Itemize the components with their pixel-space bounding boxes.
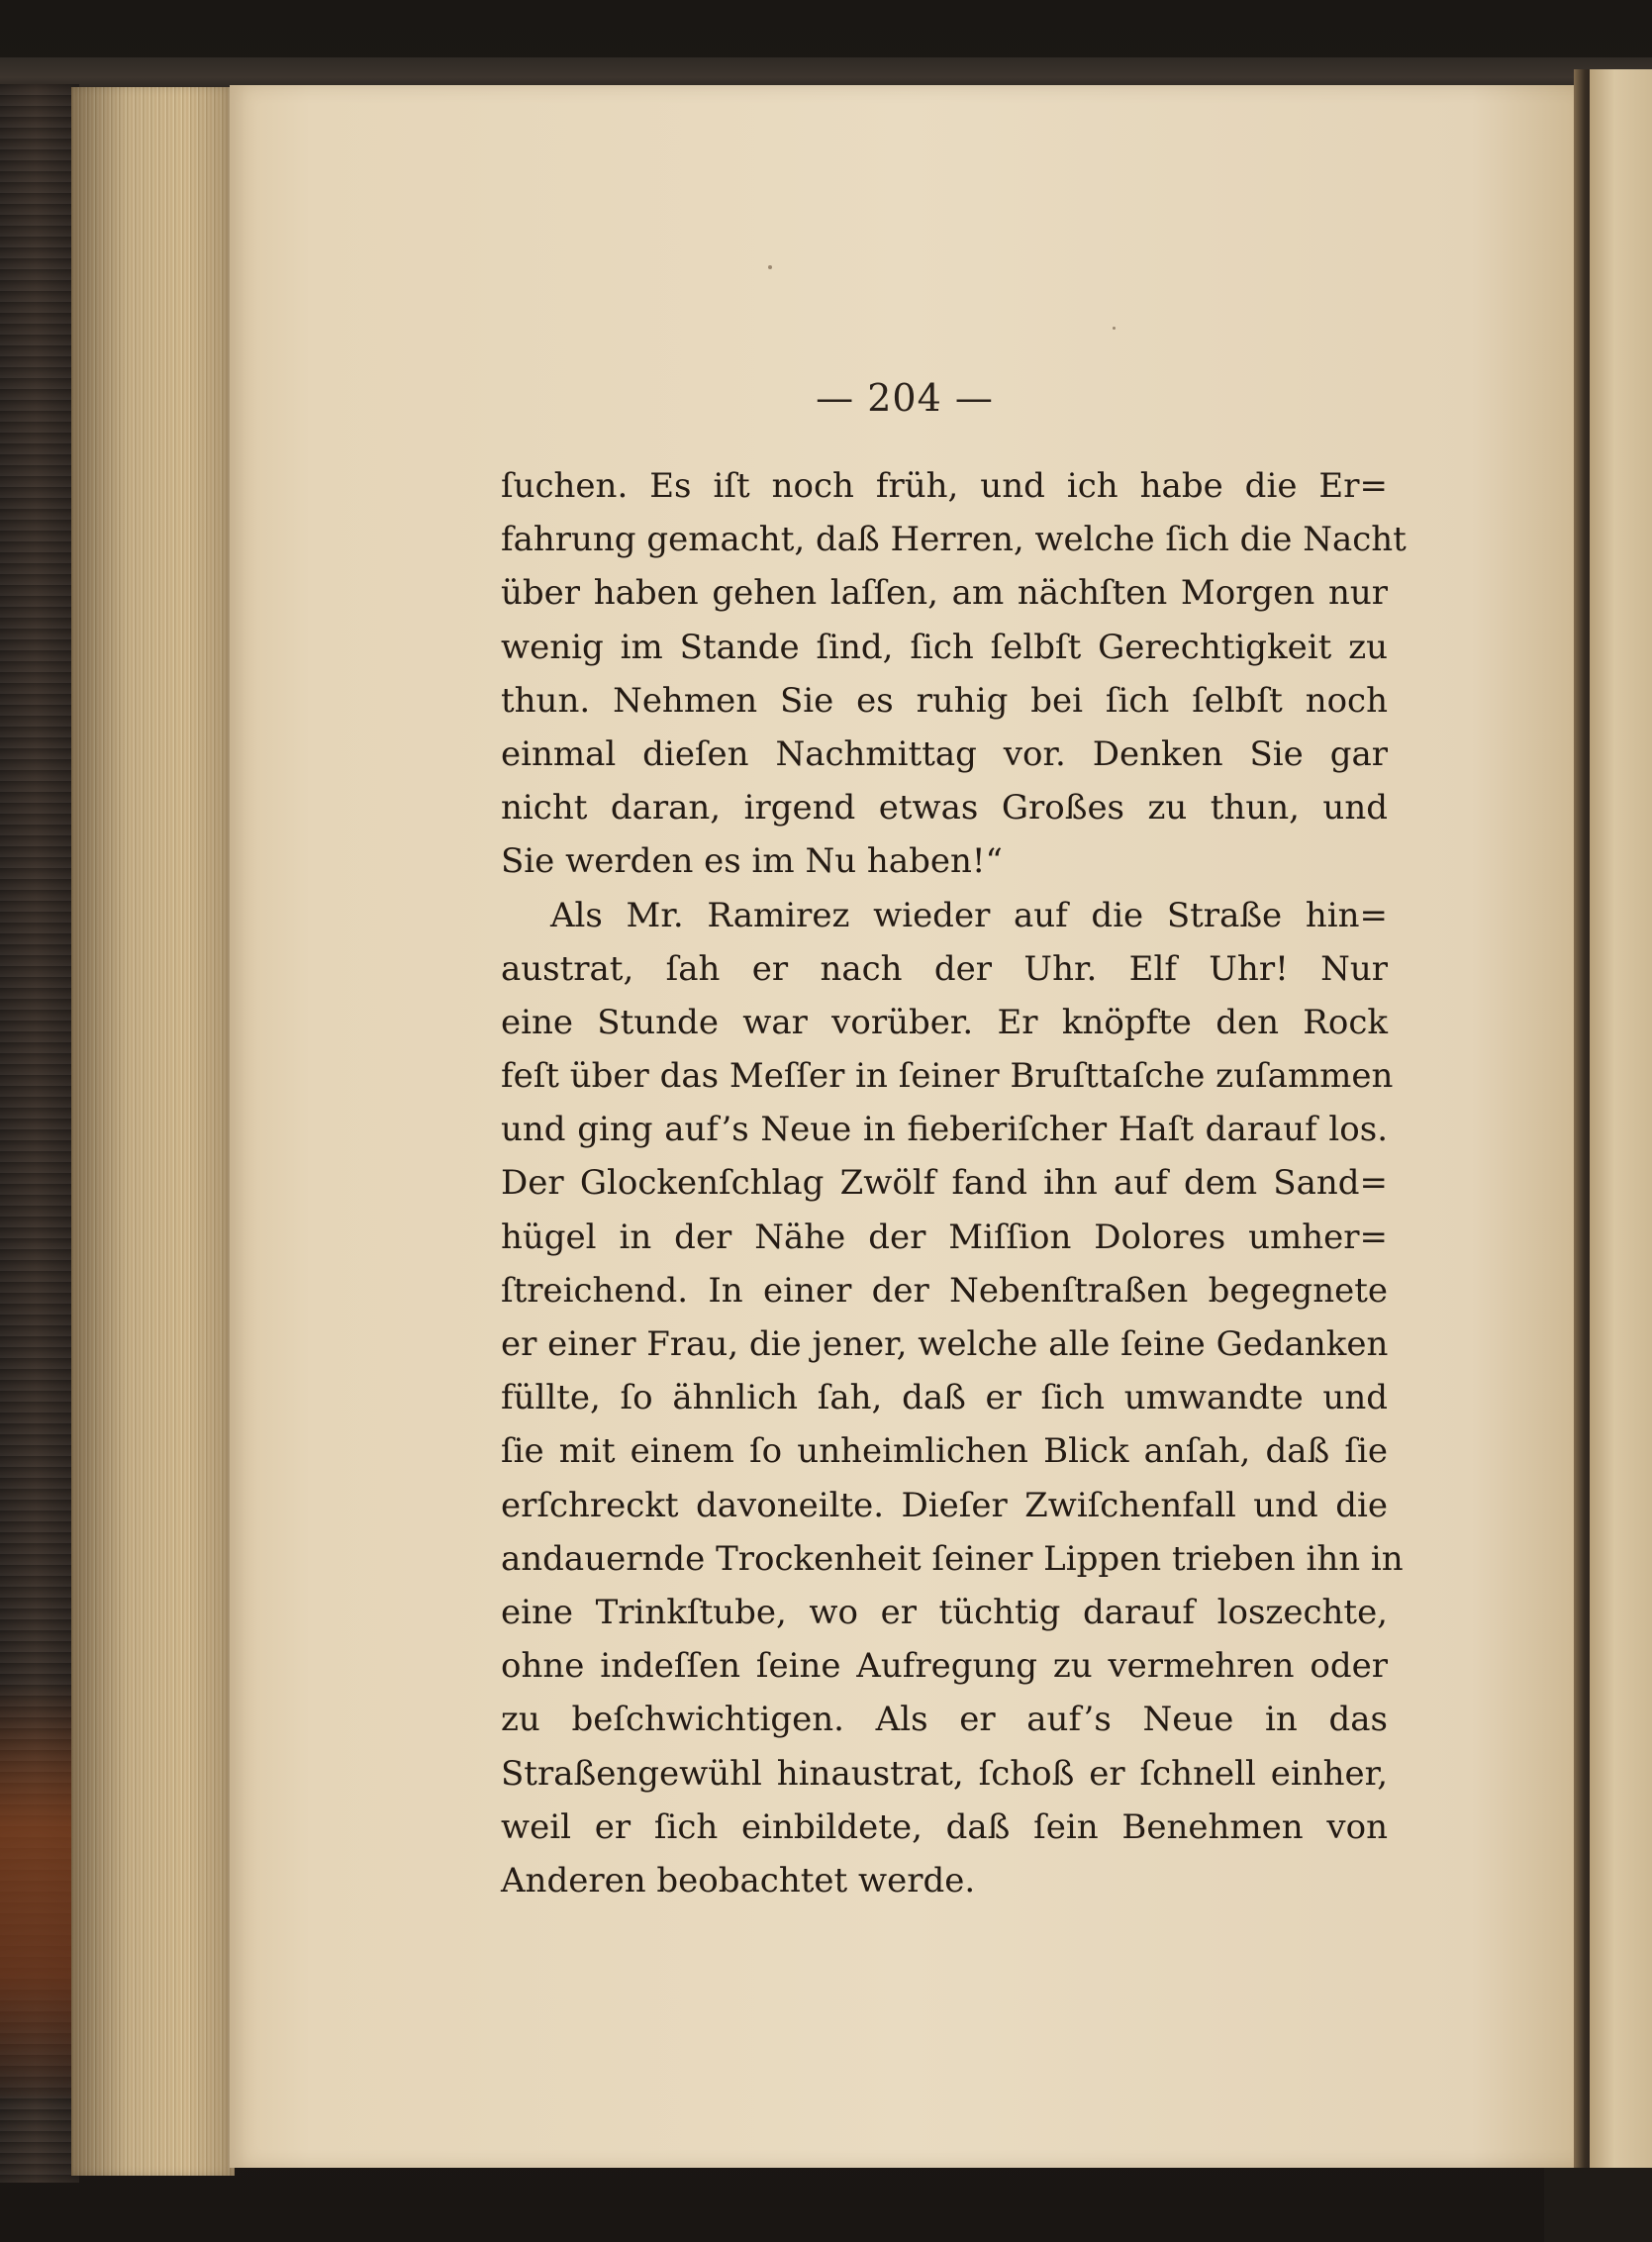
text-line: weil er ſich einbildete, daß ſein Benehmen von bbox=[501, 1806, 1388, 1847]
text-line: feſt über das Meſſer in ſeiner Bruſttaſche zuſammen bbox=[501, 1056, 1394, 1097]
text-line: einmal dieſen Nachmittag vor. Denken Sie gar bbox=[501, 733, 1388, 774]
text-line: und ging auf’s Neue in fieberiſcher Haſt darauf los. bbox=[501, 1110, 1388, 1150]
text-line: Straßengewühl hinaustrat, ſchoß er ſchnell einher, bbox=[501, 1753, 1388, 1794]
text-line: zu beſchwichtigen. Als er auf’s Neue in das bbox=[501, 1700, 1388, 1740]
facing-page-edge bbox=[1590, 69, 1652, 2197]
paper-speck bbox=[768, 265, 772, 269]
paragraph-start-line: Als Mr. Ramirez wieder auf die Straße hin= bbox=[550, 895, 1388, 935]
text-line: thun. Nehmen Sie es ruhig bei ſich ſelbſt noch bbox=[501, 680, 1388, 721]
text-line: Der Glockenſchlag Zwölf fand ihn auf dem Sand= bbox=[501, 1163, 1388, 1204]
text-line: hügel in der Nähe der Miſſion Dolores umher= bbox=[501, 1217, 1388, 1257]
text-line: nicht daran, irgend etwas Großes zu thun, und bbox=[501, 788, 1388, 829]
text-line: fahrung gemacht, daß Herren, welche ſich die Nacht bbox=[501, 520, 1407, 560]
text-line: Anderen beobachtet werde. bbox=[501, 1860, 976, 1901]
text-line: er einer Frau, die jener, welche alle ſeine Gedanken bbox=[501, 1324, 1389, 1364]
cover-stain bbox=[0, 1683, 79, 2098]
page-edges-shading bbox=[71, 87, 235, 2176]
text-line: erſchreckt davoneilte. Dieſer Zwiſchenfall und die bbox=[501, 1485, 1388, 1525]
text-line: füllte, ſo ähnlich ſah, daß er ſich umwandte und bbox=[501, 1378, 1388, 1418]
text-line: über haben gehen laſſen, am nächſten Morgen nur bbox=[501, 573, 1388, 614]
facing-page-shadow bbox=[1544, 2168, 1652, 2242]
text-line: wenig im Stande ſind, ſich ſelbſt Gerechtigkeit zu bbox=[501, 627, 1388, 667]
text-line: ſuchen. Es iſt noch früh, und ich habe die Er= bbox=[501, 466, 1388, 506]
text-line: andauernde Trockenheit ſeiner Lippen trieben ihn in bbox=[501, 1538, 1404, 1579]
body-text bbox=[501, 459, 1407, 1907]
text-line: eine Trinkſtube, wo er tüchtig darauf loszechte, bbox=[501, 1592, 1388, 1632]
text-line: austrat, ſah er nach der Uhr. Elf Uhr! Nur bbox=[501, 948, 1388, 989]
text-line: ſie mit einem ſo unheimlichen Blick anſah, daß ſie bbox=[501, 1431, 1388, 1472]
text-line: ohne indeſſen ſeine Aufregung zu vermehren oder bbox=[501, 1646, 1388, 1687]
page-number: — 204 — bbox=[816, 376, 994, 420]
text-line: eine Stunde war vorüber. Er knöpfte den Rock bbox=[501, 1002, 1388, 1042]
text-line: Sie werden es im Nu haben!“ bbox=[501, 841, 1003, 882]
text-line: ſtreichend. In einer der Nebenſtraßen begegnete bbox=[501, 1270, 1388, 1311]
paper-speck bbox=[1113, 327, 1116, 330]
